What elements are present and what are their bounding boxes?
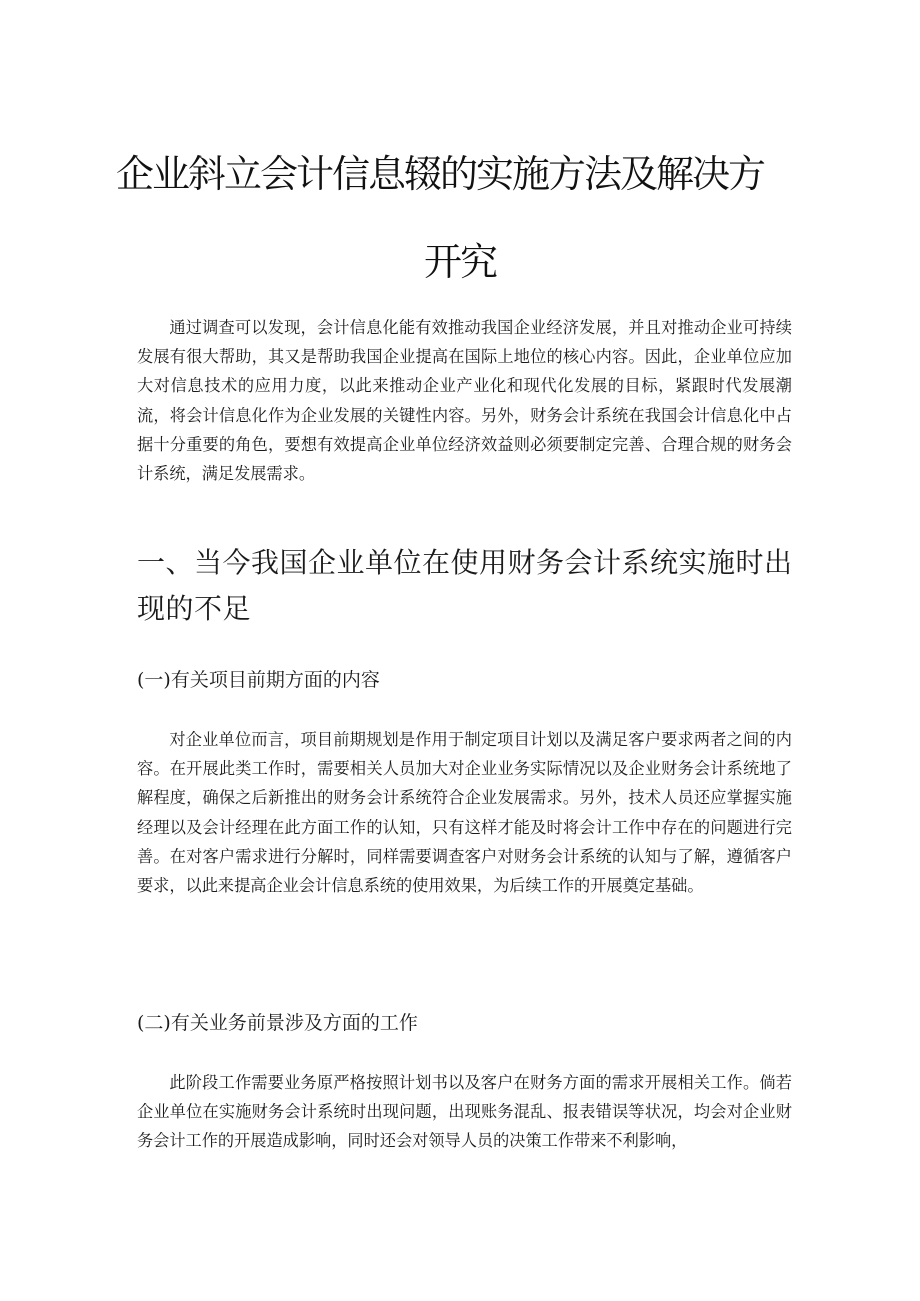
subsection-1-heading: (一)有关项目前期方面的内容: [137, 669, 380, 691]
title-line-2: 开究: [423, 240, 496, 284]
section-1-heading: 一、当今我国企业单位在使用财务会计系统实施时出现的不足: [137, 546, 793, 625]
intro-paragraph: 通过调查可以发现，会计信息化能有效推动我国企业经济发展，并且对推动企业可持续发展有很大帮助，其又是帮助我国企业提高在国际上地位的核心内容。因此，企业单位应加大对信息技术的应用力度，以此来推动企业产业化和现代化发展的目标，紧跟时代发展潮流，将会计信息化作为企业发展的关键性内容。另外，财务会计系统在我国会计信息化中占据十分重要的角色，要想有效提高企业单位经济效益则必须要制定完善、合理合规的财务会计系统，满足发展需求。: [137, 318, 792, 484]
subsection-2-heading: (二)有关业务前景涉及方面的工作: [137, 1012, 418, 1034]
title-line-1: 企业斜立会计信息辍的实施方法及解决方: [115, 152, 764, 196]
subsection-2-paragraph: 此阶段工作需要业务原严格按照计划书以及客户在财务方面的需求开展相关工作。倘若企业单位在实施财务会计系统时出现问题，出现账务混乱、报表错误等状况，均会对企业财务会计工作的开展造成影响，同时还会对领导人员的决策工作带来不利影响，: [137, 1073, 792, 1151]
subsection-1-paragraph: 对企业单位而言，项目前期规划是作用于制定项目计划以及满足客户要求两者之间的内容。在开展此类工作时，需要相关人员加大对企业业务实际情况以及企业财务会计系统地了解程度，确保之后新推出的财务会计系统符合企业发展需求。另外，技术人员还应掌握实施经理以及会计经理在此方面工作的认知，只有这样才能及时将会计工作中存在的问题进行完善。在对客户需求进行分解时，同样需要调查客户对财务会计系统的认知与了解，遵循客户要求，以此来提高企业会计信息系统的使用效果，为后续工作的开展奠定基础。: [137, 730, 792, 896]
